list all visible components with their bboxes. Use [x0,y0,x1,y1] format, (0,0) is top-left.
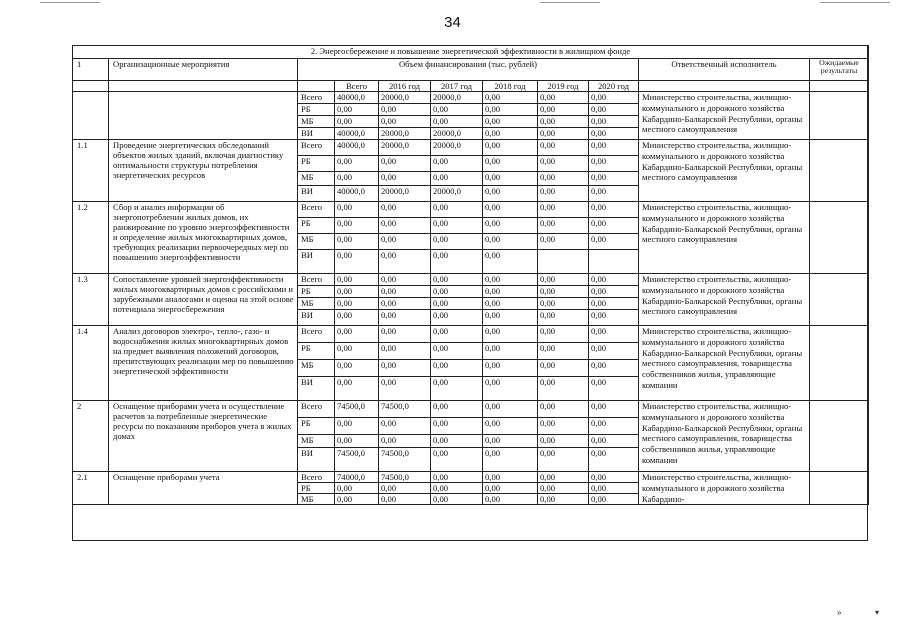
funding-value: 0,00 [431,401,483,418]
header-responsible: Ответственный исполнитель [639,59,810,81]
funding-value: 0,00 [589,435,639,448]
funding-value: 0,00 [538,274,589,286]
funding-source: МБ [298,435,335,448]
funding-value: 0,00 [538,298,589,310]
funding-value: 0,00 [589,483,639,494]
funding-value: 0,00 [589,104,639,116]
funding-value: 0,00 [589,128,639,140]
funding-value: 0,00 [335,298,379,310]
funding-value: 0,00 [538,286,589,298]
row-number: 1.2 [73,202,109,274]
table-row [73,326,869,343]
funding-source: ВИ [298,186,335,202]
funding-value: 0,00 [335,234,379,250]
funding-source: РБ [298,156,335,172]
funding-value: 0,00 [379,274,431,286]
funding-value: 0,00 [431,172,483,186]
funding-source: Всего [298,401,335,418]
funding-value: 0,00 [538,418,589,435]
funding-source: ВИ [298,128,335,140]
funding-value: 0,00 [589,360,639,377]
funding-value: 0,00 [483,298,538,310]
header-financing: Объем финансирования (тыс. рублей) [298,59,639,81]
funding-value: 0,00 [335,116,379,128]
funding-value: 0,00 [589,234,639,250]
funding-value: 0,00 [538,104,589,116]
funding-value: 0,00 [538,156,589,172]
funding-value: 0,00 [538,202,589,218]
funding-value: 20000,0 [379,140,431,156]
funding-value: 0,00 [431,234,483,250]
row-number: 1.3 [73,274,109,326]
funding-value: 0,00 [589,343,639,360]
funding-source: Всего [298,202,335,218]
funding-value: 0,00 [431,274,483,286]
header-blank [73,81,109,92]
funding-value: 74500,0 [379,401,431,418]
responsible-executor: Министерство строительства, жилищно-коммунального и дорожного хозяйства Кабардино-Балкарской Республики, органы местного самоуправления [639,202,810,274]
funding-value: 0,00 [538,401,589,418]
funding-value: 0,00 [431,483,483,494]
funding-value: 0,00 [589,156,639,172]
expected-results-cell [810,274,869,326]
table-row [73,92,869,104]
funding-value: 0,00 [538,377,589,401]
funding-value: 0,00 [483,448,538,472]
funding-value: 0,00 [335,435,379,448]
funding-value: 0,00 [431,360,483,377]
funding-value: 0,00 [335,156,379,172]
funding-value: 0,00 [589,116,639,128]
funding-value: 0,00 [335,418,379,435]
funding-source: Всего [298,472,335,483]
funding-value: 0,00 [379,250,431,274]
funding-value: 0,00 [431,250,483,274]
funding-value: 0,00 [538,92,589,104]
row-number [73,92,109,140]
funding-value: 0,00 [538,494,589,505]
table-row [73,202,869,218]
funding-value: 0,00 [379,116,431,128]
funding-value: 0,00 [379,218,431,234]
funding-source: Всего [298,274,335,286]
funding-value: 0,00 [335,202,379,218]
funding-value: 0,00 [335,274,379,286]
row-number: 2 [73,401,109,472]
responsible-executor: Министерство строительства, жилищно-коммунального и дорожного хозяйства Кабардино- [639,472,810,505]
header-subcol: 2017 год [431,81,483,92]
funding-value: 0,00 [483,274,538,286]
funding-value: 20000,0 [379,128,431,140]
funding-value: 0,00 [483,92,538,104]
row-number: 2.1 [73,472,109,505]
header-blank [109,81,298,92]
responsible-executor: Министерство строительства, жилищно-коммунального и дорожного хозяйства Кабардино-Балкарской Республики, органы местного самоуправления [639,140,810,202]
funding-value: 0,00 [483,172,538,186]
funding-value: 0,00 [335,360,379,377]
header-subcol: 2016 год [379,81,431,92]
funding-value: 0,00 [379,343,431,360]
funding-source: МБ [298,360,335,377]
funding-value [538,250,589,274]
funding-value: 40000,0 [335,92,379,104]
scan-mark: » [837,608,842,617]
funding-value: 0,00 [483,401,538,418]
row-number: 1.1 [73,140,109,202]
funding-source: ВИ [298,448,335,472]
funding-value: 0,00 [483,202,538,218]
funding-value: 20000,0 [431,128,483,140]
funding-value: 0,00 [379,104,431,116]
funding-value: 0,00 [431,418,483,435]
expected-results-cell [810,92,869,140]
funding-value: 0,00 [431,472,483,483]
funding-value: 0,00 [589,172,639,186]
row-activity-name: Оснащение приборами учета и осуществление расчетов за потребленные энергетические ресурсы по показаниям приборов учета в жилых домах [109,401,298,472]
funding-value: 20000,0 [431,140,483,156]
funding-source: ВИ [298,377,335,401]
funding-value: 0,00 [335,343,379,360]
funding-value: 0,00 [589,310,639,326]
row-activity-name: Проведение энергетических обследований объектов жилых зданий, включая диагностику оптимальности структуры потребления энергетических ресурсов [109,140,298,202]
funding-value: 0,00 [483,435,538,448]
funding-value: 0,00 [379,310,431,326]
scan-mark: ▾ [875,608,880,617]
funding-value: 0,00 [379,360,431,377]
funding-value: 20000,0 [431,92,483,104]
header-row-number: 1 [73,59,109,81]
page-number: 34 [444,14,461,31]
top-border-line [820,2,890,3]
funding-value: 40000,0 [335,186,379,202]
funding-value: 0,00 [379,172,431,186]
header-subcol: 2020 год [589,81,639,92]
funding-value: 0,00 [431,326,483,343]
funding-value: 0,00 [379,483,431,494]
expected-results-cell [810,401,869,472]
header-blank [810,81,869,92]
funding-source: ВИ [298,310,335,326]
funding-value: 20000,0 [379,186,431,202]
funding-value: 0,00 [335,494,379,505]
funding-value: 0,00 [538,310,589,326]
row-activity-name [109,92,298,140]
funding-value: 0,00 [483,418,538,435]
funding-value: 74500,0 [335,448,379,472]
funding-value: 0,00 [483,494,538,505]
funding-value: 0,00 [589,448,639,472]
header-row-name: Организационные мероприятия [109,59,298,81]
expected-results-cell [810,472,869,505]
funding-value: 0,00 [589,140,639,156]
funding-source: РБ [298,343,335,360]
funding-value: 0,00 [589,186,639,202]
funding-value: 0,00 [379,418,431,435]
funding-value: 0,00 [483,343,538,360]
funding-source: Всего [298,92,335,104]
funding-value [589,250,639,274]
funding-value: 0,00 [538,472,589,483]
funding-value: 74500,0 [379,448,431,472]
funding-value: 0,00 [431,298,483,310]
funding-source: Всего [298,140,335,156]
funding-value: 0,00 [538,172,589,186]
funding-value: 0,00 [483,377,538,401]
funding-source: МБ [298,298,335,310]
funding-value: 0,00 [483,218,538,234]
funding-value: 0,00 [379,326,431,343]
responsible-executor: Министерство строительства, жилищно-коммунального и дорожного хозяйства Кабардино-Балкарской Республики, органы местного самоуправления [639,274,810,326]
funding-value: 0,00 [483,286,538,298]
top-border-line [40,2,100,3]
header-subcol: Всего [335,81,379,92]
funding-value: 0,00 [335,104,379,116]
funding-value: 0,00 [483,360,538,377]
header-expected-results: Ожидаемые результаты [810,59,869,81]
funding-value: 0,00 [538,326,589,343]
funding-source: РБ [298,286,335,298]
funding-value: 0,00 [379,202,431,218]
table-row [73,274,869,286]
funding-value: 0,00 [335,310,379,326]
funding-value: 0,00 [335,250,379,274]
funding-value: 0,00 [379,286,431,298]
funding-value: 0,00 [589,401,639,418]
funding-value: 0,00 [538,186,589,202]
funding-value: 0,00 [538,448,589,472]
funding-value: 0,00 [538,483,589,494]
funding-value: 0,00 [589,494,639,505]
table-row [73,140,869,156]
funding-value: 40000,0 [335,140,379,156]
funding-value: 0,00 [379,234,431,250]
funding-value: 0,00 [335,326,379,343]
funding-value: 0,00 [483,472,538,483]
funding-value: 0,00 [379,435,431,448]
row-number: 1.4 [73,326,109,401]
funding-source: РБ [298,418,335,435]
funding-value: 0,00 [589,326,639,343]
table-row [73,472,869,483]
funding-value: 0,00 [589,218,639,234]
responsible-executor: Министерство строительства, жилищно-коммунального и дорожного хозяйства Кабардино-Балкарской Республики, органы местного самоуправления [639,92,810,140]
header-subcol: 2018 год [483,81,538,92]
funding-source: РБ [298,104,335,116]
funding-value: 0,00 [538,343,589,360]
funding-value: 0,00 [483,116,538,128]
row-activity-name: Оснащение приборами учета [109,472,298,505]
funding-value: 0,00 [379,377,431,401]
funding-value: 0,00 [335,483,379,494]
energy-program-table [72,45,869,505]
funding-value: 0,00 [431,104,483,116]
funding-value: 0,00 [431,377,483,401]
expected-results-cell [810,326,869,401]
funding-value: 0,00 [379,494,431,505]
funding-value: 0,00 [538,140,589,156]
funding-value: 0,00 [483,250,538,274]
funding-value: 0,00 [431,286,483,298]
funding-value: 0,00 [431,218,483,234]
funding-value: 0,00 [431,202,483,218]
top-border-line [540,2,600,3]
funding-value: 0,00 [589,286,639,298]
funding-value: 0,00 [483,310,538,326]
funding-value: 40000,0 [335,128,379,140]
funding-value: 20000,0 [379,92,431,104]
table-row [73,401,869,418]
funding-value: 74500,0 [379,472,431,483]
funding-value: 0,00 [538,234,589,250]
funding-value: 0,00 [538,116,589,128]
funding-value: 0,00 [483,186,538,202]
funding-value: 0,00 [431,116,483,128]
funding-value: 0,00 [538,360,589,377]
funding-value: 0,00 [431,435,483,448]
section-title: 2. Энергосбережение и повышение энергетической эффективности в жилищном фонде [73,46,869,59]
funding-value: 0,00 [589,377,639,401]
expected-results-cell [810,140,869,202]
funding-value: 0,00 [431,310,483,326]
funding-value: 0,00 [431,343,483,360]
funding-value: 74500,0 [335,401,379,418]
header-blank [298,81,335,92]
funding-value: 0,00 [335,218,379,234]
funding-source: МБ [298,172,335,186]
funding-value: 0,00 [589,298,639,310]
funding-source: РБ [298,218,335,234]
header-blank [639,81,810,92]
responsible-executor: Министерство строительства, жилищно-коммунального и дорожного хозяйства Кабардино-Балкарской Республики, органы местного самоуправления, товарищества собственников жилья, управляющие компании [639,401,810,472]
funding-value: 0,00 [538,218,589,234]
funding-value: 0,00 [483,326,538,343]
row-activity-name: Анализ договоров электро-, тепло-, газо- и водоснабжения жилых многоквартирных домов на предмет выявления положений договоров, препятствующих реализации мер по повышению энергетической эффективности [109,326,298,401]
funding-value: 0,00 [431,494,483,505]
funding-source: МБ [298,116,335,128]
funding-value: 0,00 [483,104,538,116]
funding-value: 0,00 [335,286,379,298]
funding-value: 0,00 [379,156,431,172]
row-activity-name: Сбор и анализ информации об энергопотреблении жилых домов, их ранжирование по уровню энергоэффективности и определение жилых многоквартирных домов, требующих реализации первоочередных мер по повышению энергоэффективности [109,202,298,274]
funding-value: 0,00 [589,472,639,483]
funding-value: 0,00 [335,377,379,401]
header-subcol: 2019 год [538,81,589,92]
funding-value: 0,00 [538,435,589,448]
funding-value: 20000,0 [431,186,483,202]
funding-value: 0,00 [379,298,431,310]
funding-value: 0,00 [335,172,379,186]
funding-value: 0,00 [589,274,639,286]
funding-value: 0,00 [483,128,538,140]
funding-value: 0,00 [589,418,639,435]
funding-value: 0,00 [431,448,483,472]
funding-value: 0,00 [589,202,639,218]
funding-source: Всего [298,326,335,343]
funding-value: 0,00 [483,483,538,494]
funding-value: 0,00 [483,234,538,250]
responsible-executor: Министерство строительства, жилищно-коммунального и дорожного хозяйства Кабардино-Балкарской Республики, органы местного самоуправления, товарищества собственников жилья, управляющие компании [639,326,810,401]
funding-source: МБ [298,494,335,505]
funding-value: 0,00 [431,156,483,172]
funding-value: 0,00 [589,92,639,104]
funding-source: МБ [298,234,335,250]
expected-results-cell [810,202,869,274]
funding-value: 0,00 [483,140,538,156]
funding-value: 74000,0 [335,472,379,483]
funding-value: 0,00 [483,156,538,172]
funding-source: РБ [298,483,335,494]
row-activity-name: Сопоставление уровней энергоэффективности жилых многоквартирных домов с российскими и зарубежными аналогами и оценка на этой основе потенциала энергосбережения [109,274,298,326]
funding-value: 0,00 [538,128,589,140]
funding-source: ВИ [298,250,335,274]
